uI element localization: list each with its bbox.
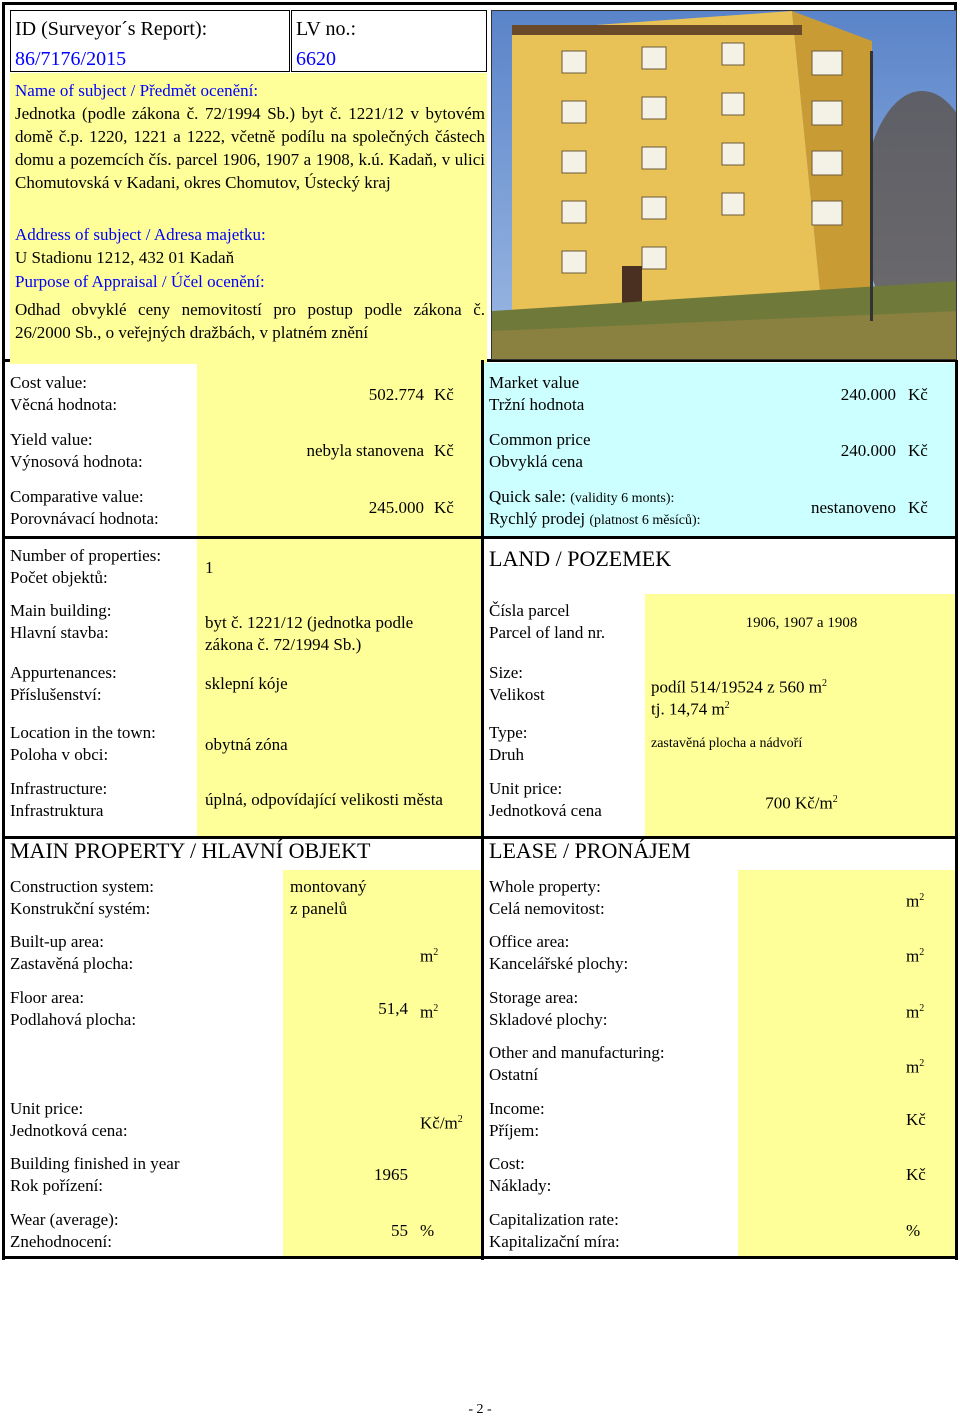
cost-label-cz: Věcná hodnota: <box>10 395 118 414</box>
built-label-cz: Zastavěná plocha: <box>10 954 134 973</box>
other-unit <box>906 1053 924 1079</box>
grid-line <box>2 1256 958 1259</box>
yield-label-cz: Výnosová hodnota: <box>10 452 143 471</box>
parcel-label-en: Parcel of land nr. <box>489 623 606 642</box>
grid-line <box>481 360 484 1260</box>
other-label-cz: Ostatní <box>489 1065 539 1084</box>
subject-name-label: Name of subject / Předmět ocenění: <box>15 81 259 100</box>
whole-label-cz: Celá nemovitost: <box>489 899 605 918</box>
mp-unit-text: Kč/m <box>420 1113 458 1133</box>
quick-label-en <box>489 486 674 510</box>
address-text: U Stadionu 1212, 432 01 Kadaň <box>15 248 235 267</box>
wear-label-cz: Znehodnocení: <box>10 1232 112 1251</box>
income-unit: Kč <box>906 1110 926 1129</box>
cost-value: 502.774 <box>368 385 424 404</box>
comp-label-cz: Porovnávací hodnota: <box>10 509 159 528</box>
lv-value: 6620 <box>296 48 336 70</box>
yield-value: nebyla stanovena <box>306 441 424 460</box>
mp-unit-value <box>420 1109 463 1135</box>
infra-value: úplná, odpovídající velikosti města <box>205 790 443 809</box>
type-value: zastavěná plocha a nádvoří <box>651 736 803 751</box>
office-unit <box>906 942 924 968</box>
id-label: ID (Surveyor´s Report): <box>15 18 208 40</box>
cost-label-en: Cost value: <box>10 373 87 392</box>
unit-sup: 2 <box>832 794 838 805</box>
main-label-cz: Hlavní stavba: <box>10 623 109 642</box>
land-title: LAND / POZEMEK <box>489 546 672 571</box>
quick-currency: Kč <box>908 498 928 517</box>
income-label-cz: Příjem: <box>489 1121 540 1140</box>
mp-unit-label-en: Unit price: <box>10 1099 84 1118</box>
cap-label-en: Capitalization rate: <box>489 1210 619 1229</box>
main-property-title: MAIN PROPERTY / HLAVNÍ OBJEKT <box>10 838 371 863</box>
storage-unit <box>906 998 924 1024</box>
size-unit-sup: 2 <box>821 678 827 689</box>
cap-label-cz: Kapitalizační míra: <box>489 1232 620 1251</box>
market-label-cz: Tržní hodnota <box>489 395 585 414</box>
app-label-cz: Příslušenství: <box>10 685 102 704</box>
wear-pct: % <box>420 1221 435 1240</box>
unit-value <box>645 789 958 815</box>
common-currency: Kč <box>908 441 928 460</box>
loc-value: obytná zóna <box>205 735 288 754</box>
cap-pct: % <box>906 1221 921 1240</box>
storage-label-en: Storage area: <box>489 988 579 1007</box>
wear-value: 55 <box>391 1221 408 1240</box>
market-label-en: Market value <box>489 373 580 392</box>
built-label-en: Built-up area: <box>10 932 104 951</box>
whole-unit <box>906 887 924 913</box>
size-unit-sup: 2 <box>724 700 730 711</box>
count-label-cz: Počet objektů: <box>10 568 108 587</box>
storage-label-cz: Skladové plochy: <box>489 1010 608 1029</box>
infra-label-cz: Infrastruktura <box>10 801 104 820</box>
parcel-label-cz: Čísla parcel <box>489 601 570 620</box>
quick-cz: Rychlý prodej <box>489 509 586 528</box>
quick-label-cz <box>489 508 701 532</box>
year-label-en: Building finished in year <box>10 1154 180 1173</box>
address-label: Address of subject / Adresa majetku: <box>15 225 266 244</box>
yield-currency: Kč <box>434 441 454 460</box>
wear-label-en: Wear (average): <box>10 1210 119 1229</box>
office-unit-text: m <box>906 946 920 966</box>
constr-label-cz: Konstrukční systém: <box>10 899 151 918</box>
common-label-cz: Obvyklá cena <box>489 452 583 471</box>
office-label-cz: Kancelářské plochy: <box>489 954 629 973</box>
main-value: byt č. 1221/12 (jednotka podle zákona č. 72/1994 Sb.) <box>205 613 414 654</box>
grid-line <box>2 360 5 1260</box>
unit-value-text: 700 Kč/m <box>765 793 833 813</box>
mp-fill <box>283 870 481 1258</box>
office-label-en: Office area: <box>489 932 570 951</box>
building-photo <box>491 10 957 360</box>
type-label-en: Type: <box>489 723 528 742</box>
market-currency: Kč <box>908 385 928 404</box>
market-value: 240.000 <box>840 385 896 404</box>
subject-name-text: Jednotka (podle zákona č. 72/1994 Sb.) byt č. 1221/12 v bytovém domě č.p. 1220, 1221 a 1222, včetně podílu na společných částech domu a pozemcích čís. parcel 1906, 1907 a 1908, k.ú. Kadaň, v ulici Chomutovská v Kadani, okres Chomutov, Ústecký kraj <box>15 104 485 192</box>
other-unit-text: m <box>906 1057 920 1077</box>
size-label-en: Size: <box>489 663 523 682</box>
parcel-value: 1906, 1907 a 1908 <box>745 615 858 631</box>
storage-sup: 2 <box>919 1003 925 1014</box>
constr-label-en: Construction system: <box>10 877 155 896</box>
unit-label-cz: Jednotková cena <box>489 801 602 820</box>
floor-value: 51,4 <box>378 999 408 1018</box>
quick-cz-note: (platnost 6 měsíců): <box>589 513 701 528</box>
mp-unit-label-cz: Jednotková cena: <box>10 1121 128 1140</box>
mp-unit-sup: 2 <box>457 1114 463 1125</box>
income-label-en: Income: <box>489 1099 545 1118</box>
built-unit-text: m <box>420 946 434 966</box>
size-value-2-text: tj. 14,74 m <box>651 699 725 719</box>
whole-sup: 2 <box>919 892 925 903</box>
count-value: 1 <box>205 558 214 577</box>
floor-sup: 2 <box>433 1003 439 1014</box>
quick-en-note: (validity 6 monts): <box>570 491 675 506</box>
lease-fill <box>738 870 958 1258</box>
size-value-1-text: podíl 514/19524 z 560 m <box>651 677 822 697</box>
yield-label-en: Yield value: <box>10 430 93 449</box>
header-frame <box>2 2 957 362</box>
purpose-text: Odhad obvyklé ceny nemovitostí pro postup podle zákona č. 26/2000 Sb., o veřejných dražbách, v platném znění <box>15 300 485 342</box>
year-value: 1965 <box>374 1165 408 1184</box>
common-label-en: Common price <box>489 430 591 449</box>
size-value-2 <box>651 695 730 721</box>
floor-label-cz: Podlahová plocha: <box>10 1010 137 1029</box>
cost-lease-label-cz: Náklady: <box>489 1176 552 1195</box>
main-label-en: Main building: <box>10 601 112 620</box>
whole-unit-text: m <box>906 891 920 911</box>
comp-label-en: Comparative value: <box>10 487 144 506</box>
cost-lease-unit: Kč <box>906 1165 926 1184</box>
other-label-en: Other and manufacturing: <box>489 1043 665 1062</box>
floor-unit-text: m <box>420 1002 434 1022</box>
quick-value: nestanoveno <box>811 498 896 517</box>
loc-label-en: Location in the town: <box>10 723 156 742</box>
constr-value-2: z panelů <box>290 899 348 918</box>
cost-lease-label-en: Cost: <box>489 1154 525 1173</box>
loc-label-cz: Poloha v obci: <box>10 745 109 764</box>
year-label-cz: Rok pořízení: <box>10 1176 104 1195</box>
comp-value: 245.000 <box>368 498 424 517</box>
unit-label-en: Unit price: <box>489 779 563 798</box>
cost-currency: Kč <box>434 385 454 404</box>
floor-unit <box>420 998 438 1024</box>
whole-label-en: Whole property: <box>489 877 601 896</box>
app-label-en: Appurtenances: <box>10 663 117 682</box>
built-unit <box>420 942 438 968</box>
app-value: sklepní kóje <box>205 674 288 693</box>
grid-line <box>2 536 958 539</box>
purpose-label: Purpose of Appraisal / Účel ocenění: <box>15 272 265 291</box>
lv-box <box>291 10 487 72</box>
id-value: 86/7176/2015 <box>15 48 127 70</box>
built-sup: 2 <box>433 947 439 958</box>
type-label-cz: Druh <box>489 745 524 764</box>
size-label-cz: Velikost <box>489 685 545 704</box>
constr-value-1: montovaný <box>290 877 367 896</box>
id-box <box>10 10 290 72</box>
quick-en: Quick sale: <box>489 487 566 506</box>
page-number: - 2 - <box>468 1402 492 1417</box>
office-sup: 2 <box>919 947 925 958</box>
count-label-en: Number of properties: <box>10 546 162 565</box>
lv-label: LV no.: <box>296 18 357 40</box>
storage-unit-text: m <box>906 1002 920 1022</box>
lease-title: LEASE / PRONÁJEM <box>489 838 691 863</box>
infra-label-en: Infrastructure: <box>10 779 108 798</box>
other-sup: 2 <box>919 1058 925 1069</box>
common-value: 240.000 <box>840 441 896 460</box>
floor-label-en: Floor area: <box>10 988 85 1007</box>
comp-currency: Kč <box>434 498 454 517</box>
subject-panel <box>10 73 487 364</box>
